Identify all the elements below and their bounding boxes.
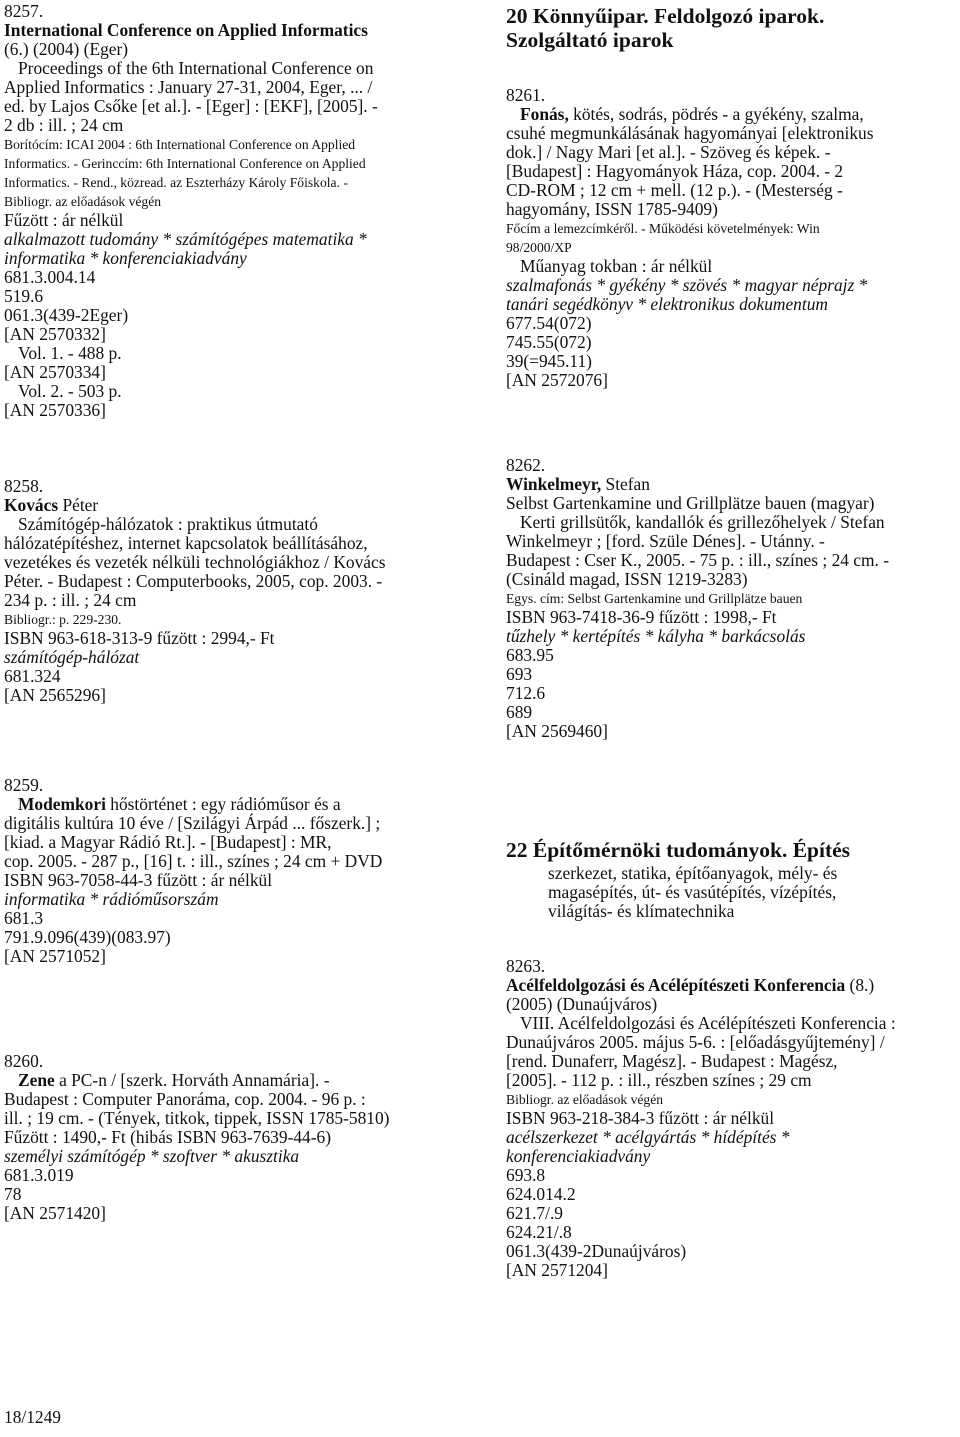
entry-8259 <box>4 776 452 966</box>
entry-8262 <box>506 456 954 741</box>
entry-line: [rend. Dunaferr, Magész]. - Budapest : Magész, <box>506 1051 838 1071</box>
entry-line: Péter. - Budapest : Computerbooks, 2005, cop. 2003. - <box>4 571 383 591</box>
entry-line: ISBN 963-7418-36-9 fűzött : 1998,- Ft <box>506 607 777 627</box>
entry-line: Kerti grillsütők, kandallók és grillezőhelyek / Stefan <box>520 512 885 532</box>
entry-line: 234 p. : ill. ; 24 cm <box>4 590 137 610</box>
entry-heading-rest: hőstörténet : egy rádióműsor és a <box>105 794 341 814</box>
entry-line <box>4 1071 452 1090</box>
entry-line: [AN 2569460] <box>506 721 608 741</box>
entry-line: Winkelmeyr ; [ford. Szüle Dénes]. - Utánny. - <box>506 531 825 551</box>
entry-heading-word: Zene <box>18 1070 55 1090</box>
entry-line: [AN 2565296] <box>4 685 106 705</box>
entry-line: 681.3.004.14 <box>4 267 96 287</box>
entry-line: szalmafonás * gyékény * szövés * magyar néprajz * <box>506 275 868 295</box>
entry-line: Proceedings of the 6th International Conference on <box>18 58 374 78</box>
entry-line: 519.6 <box>4 286 44 306</box>
entry-line: Budapest : Computer Panoráma, cop. 2004. - 96 p. : <box>4 1089 366 1109</box>
section-subjects <box>506 864 837 921</box>
section-heading-22 <box>506 838 954 862</box>
entry-line: Vol. 1. - 488 p. <box>18 343 122 363</box>
entry-line: 2 db : ill. ; 24 cm <box>4 115 124 135</box>
entry-heading-word: Acélfeldolgozási és Acélépítészeti Konferencia <box>506 975 846 995</box>
entry-number: 8263. <box>506 956 546 976</box>
entry-number: 8260. <box>4 1051 44 1071</box>
entry-line: 681.324 <box>4 666 61 686</box>
entry-line: 693 <box>506 664 533 684</box>
entry-number: 8257. <box>4 1 44 21</box>
section-subject-line: világítás- és klímatechnika <box>548 901 735 921</box>
entry-number: 8261. <box>506 85 546 105</box>
section-title: 22 Építőmérnöki tudományok. Építés <box>506 838 851 862</box>
entry-line: [AN 2570332] <box>4 324 106 344</box>
entry-line: Bibliogr.: p. 229-230. <box>4 612 122 627</box>
entry-line: 689 <box>506 702 533 722</box>
entry-line: 624.21/.8 <box>506 1222 572 1242</box>
entry-line: számítógép-hálózat <box>4 647 140 667</box>
entry-line: Egys. cím: Selbst Gartenkamine und Grillplätze bauen <box>506 591 803 606</box>
entry-line <box>506 976 954 995</box>
entry-line: [AN 2571052] <box>4 946 106 966</box>
entry-line: ISBN 963-618-313-9 fűzött : 2994,- Ft <box>4 628 275 648</box>
section-title-line-2: Szolgáltató iparok <box>506 28 674 52</box>
entry-line: 693.8 <box>506 1165 546 1185</box>
entry-line <box>506 105 954 124</box>
entry-line: csuhé megmunkálásának hagyományai [elektronikus <box>506 123 874 143</box>
entry-line: 791.9.096(439)(083.97) <box>4 927 171 947</box>
entry-line: Bibliogr. az előadások végén <box>506 1092 664 1107</box>
entry-line: [AN 2570336] <box>4 400 106 420</box>
entry-8257 <box>4 2 452 420</box>
entry-heading-rest: Péter <box>58 495 99 515</box>
entry-line: konferenciakiadvány <box>506 1146 651 1166</box>
entry-line: Fűzött : 1490,- Ft (hibás ISBN 963-7639-44-6) <box>4 1127 332 1147</box>
entry-line: digitális kultúra 10 éve / [Szilágyi Árpád ... főszerk.] ; <box>4 813 381 833</box>
entry-line: ed. by Lajos Csőke [et al.]. - [Eger] : [EKF], [2005]. - <box>4 96 378 116</box>
entry-line: ISBN 963-218-384-3 fűzött : ár nélkül <box>506 1108 775 1128</box>
entry-line: 745.55(072) <box>506 332 592 352</box>
entry-line: 677.54(072) <box>506 313 592 333</box>
entry-line: Dunaújváros 2005. május 5-6. : [előadásgyűjtemény] / <box>506 1032 885 1052</box>
section-title-line-1: 20 Könnyűipar. Feldolgozó iparok. <box>506 4 825 28</box>
entry-line: tűzhely * kertépítés * kályha * barkácsolás <box>506 626 806 646</box>
entry-8261 <box>506 86 954 390</box>
entry-line: 681.3.019 <box>4 1165 74 1185</box>
entry-line: cop. 2005. - 287 p., [16] t. : ill., színes ; 24 cm + DVD <box>4 851 383 871</box>
entry-line: dok.] / Nagy Mari [et al.]. - Szöveg és képek. - <box>506 142 831 162</box>
entry-heading-rest: Stefan <box>601 474 650 494</box>
entry-line: CD-ROM ; 12 cm + mell. (12 p.). - (Mesterség - <box>506 180 843 200</box>
entry-line: Fűzött : ár nélkül <box>4 210 124 230</box>
entry-line: [AN 2572076] <box>506 370 608 390</box>
entry-line: Vol. 2. - 503 p. <box>18 381 122 401</box>
entry-heading-word: Modemkori <box>18 794 106 814</box>
section-heading-20 <box>506 4 954 52</box>
entry-line: ill. ; 19 cm. - (Tények, titkok, tippek, ISSN 1785-5810) <box>4 1108 390 1128</box>
entry-line: Informatics. - Rend., közread. az Eszterházy Károly Főiskola. - <box>4 175 348 190</box>
entry-line: (2005) (Dunaújváros) <box>506 994 658 1014</box>
entry-line: 712.6 <box>506 683 546 703</box>
entry-line: Selbst Gartenkamine und Grillplätze bauen (magyar) <box>506 493 875 513</box>
entry-line: [kiad. a Magyar Rádió Rt.]. - [Budapest] : MR, <box>4 832 332 852</box>
entry-line <box>4 795 452 814</box>
entry-line: (Csináld magad, ISSN 1219-3283) <box>506 569 748 589</box>
entry-8263 <box>506 957 954 1280</box>
entry-line: VIII. Acélfeldolgozási és Acélépítészeti Konferencia : <box>520 1013 896 1033</box>
entry-line: 98/2000/XP <box>506 240 572 255</box>
entry-8260 <box>4 1052 452 1223</box>
entry-line: vezetékes és vezeték nélküli technológiákhoz / Kovács <box>4 552 386 572</box>
section-subject-line: magasépítés, út- és vasútépítés, vízépítés, <box>548 882 837 902</box>
entry-heading-word: Fonás, <box>520 104 569 124</box>
entry-line: 681.3 <box>4 908 44 928</box>
entry-line: Számítógép-hálózatok : praktikus útmutató <box>18 514 318 534</box>
entry-line: hálózatépítéshez, internet kapcsolatok beállításához, <box>4 533 368 553</box>
entry-line: ISBN 963-7058-44-3 fűzött : ár nélkül <box>4 870 273 890</box>
entry-number: 8259. <box>4 775 44 795</box>
entry-line: acélszerkezet * acélgyártás * hídépítés * <box>506 1127 790 1147</box>
entry-line: Applied Informatics : January 27-31, 2004, Eger, ... / <box>4 77 373 97</box>
entry-line: 061.3(439-2Eger) <box>4 305 129 325</box>
entry-line: tanári segédkönyv * elektronikus dokumentum <box>506 294 828 314</box>
entry-line: személyi számítógép * szoftver * akusztika <box>4 1146 300 1166</box>
entry-line: Borítócím: ICAI 2004 : 6th International Conference on Applied <box>4 137 356 152</box>
section-subject-line: szerkezet, statika, építőanyagok, mély- és <box>548 863 838 883</box>
entry-heading-rest: a PC-n / [szerk. Horváth Annamária]. - <box>54 1070 330 1090</box>
entry-heading-rest: (8.) <box>845 975 875 995</box>
entry-line: alkalmazott tudomány * számítógépes matematika * <box>4 229 367 249</box>
entry-line <box>4 496 452 515</box>
entry-line: 621.7/.9 <box>506 1203 564 1223</box>
entry-line: [AN 2570334] <box>4 362 106 382</box>
entry-line: 78 <box>4 1184 22 1204</box>
entry-heading-word: Winkelmeyr, <box>506 474 602 494</box>
entry-line: hagyomány, ISSN 1785-9409) <box>506 199 718 219</box>
entry-8258 <box>4 477 452 705</box>
entry-number: 8258. <box>4 476 44 496</box>
entry-line: Műanyag tokban : ár nélkül <box>520 256 713 276</box>
entry-line: 683.95 <box>506 645 554 665</box>
page-number: 18/1249 <box>4 1407 62 1427</box>
entry-line: 624.014.2 <box>506 1184 576 1204</box>
entry-line: Bibliogr. az előadások végén <box>4 194 162 209</box>
entry-line: Budapest : Cser K., 2005. - 75 p. : ill., színes ; 24 cm. - <box>506 550 890 570</box>
entry-line: 061.3(439-2Dunaújváros) <box>506 1241 687 1261</box>
entry-line: [AN 2571204] <box>506 1260 608 1280</box>
entry-line: Informatics. - Gerinccím: 6th International Conference on Applied <box>4 156 366 171</box>
entry-number: 8262. <box>506 455 546 475</box>
entry-line: [Budapest] : Hagyományok Háza, cop. 2004. - 2 <box>506 161 844 181</box>
entry-line: Főcím a lemezcímkéről. - Működési követelmények: Win <box>506 221 820 236</box>
entry-line: [AN 2571420] <box>4 1203 106 1223</box>
entry-line: (6.) (2004) (Eger) <box>4 39 129 59</box>
entry-line <box>506 475 954 494</box>
entry-heading-rest: kötés, sodrás, pödrés - a gyékény, szalma, <box>568 104 864 124</box>
entry-line: [2005]. - 112 p. : ill., részben színes ; 29 cm <box>506 1070 812 1090</box>
entry-line: informatika * konferenciakiadvány <box>4 248 247 268</box>
entry-line: informatika * rádióműsorszám <box>4 889 219 909</box>
entry-heading-word: Kovács <box>4 495 59 515</box>
entry-line: 39(=945.11) <box>506 351 592 371</box>
entry-line: International Conference on Applied Informatics <box>4 20 368 40</box>
